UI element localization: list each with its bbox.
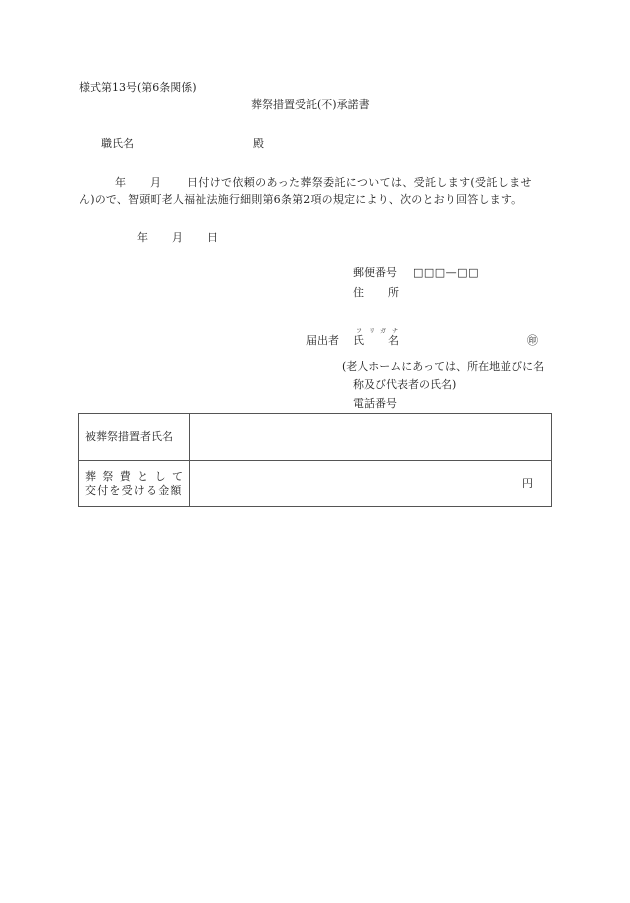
addressee-label: 職氏名 <box>101 137 134 150</box>
funeral-amount-label-line2: 交付を受ける金額 <box>85 483 183 497</box>
funeral-amount-label <box>79 461 190 507</box>
label-char: 費 <box>119 469 131 483</box>
name-label-2: 名 <box>388 334 399 347</box>
table-row-funeral-amount <box>79 461 552 507</box>
phone-label: 電話番号 <box>353 397 397 410</box>
applicant-note-line2: 称及び代表者の氏名) <box>353 378 457 391</box>
furigana-na: ナ <box>392 328 399 335</box>
label-char: て <box>171 469 183 483</box>
body-line1: 日付けで依頼のあった葬祭委託については、受託します(受託しませ <box>187 176 532 189</box>
applicant-note-line1: (老人ホームにあっては、所在地並びに名 <box>342 360 545 373</box>
table-row-deceased-name <box>79 414 552 461</box>
addressee-honorific: 殿 <box>253 137 264 150</box>
body-line2: ん)ので、智頭町老人福祉法施行細則第6条第2項の規定により、次のとおり回答します。 <box>79 193 523 206</box>
funeral-amount-label-line1 <box>85 470 183 484</box>
address-label-1: 住 <box>353 286 364 299</box>
details-table <box>78 413 552 507</box>
form-number: 様式第13号(第6条関係) <box>79 81 197 94</box>
seal-mark: ㊞ <box>527 334 538 347</box>
label-char: 葬 <box>85 469 96 483</box>
document-title: 葬祭措置受託(不)承諾書 <box>251 98 370 111</box>
label-char: し <box>154 469 166 483</box>
label-char: 祭 <box>102 469 114 483</box>
furigana-fu: フ <box>356 328 363 335</box>
date-day: 日 <box>207 231 218 244</box>
deceased-name-label: 被葬祭措置者氏名 <box>79 414 190 461</box>
furigana-ri: リ <box>369 328 376 335</box>
postal-label: 郵便番号 <box>353 266 397 279</box>
yen-unit: 円 <box>522 476 533 490</box>
date-month: 月 <box>172 231 183 244</box>
date-year: 年 <box>137 231 148 244</box>
body-year: 年 <box>115 176 126 189</box>
furigana-ga: ガ <box>380 328 387 335</box>
body-month: 月 <box>150 176 161 189</box>
name-label-1: 氏 <box>353 334 364 347</box>
applicant-label: 届出者 <box>306 334 339 347</box>
deceased-name-field[interactable] <box>190 414 552 461</box>
address-label-2: 所 <box>388 286 399 299</box>
label-char: と <box>137 469 149 483</box>
postal-value: □□□—□□ <box>413 266 479 279</box>
funeral-amount-field[interactable] <box>190 461 552 507</box>
